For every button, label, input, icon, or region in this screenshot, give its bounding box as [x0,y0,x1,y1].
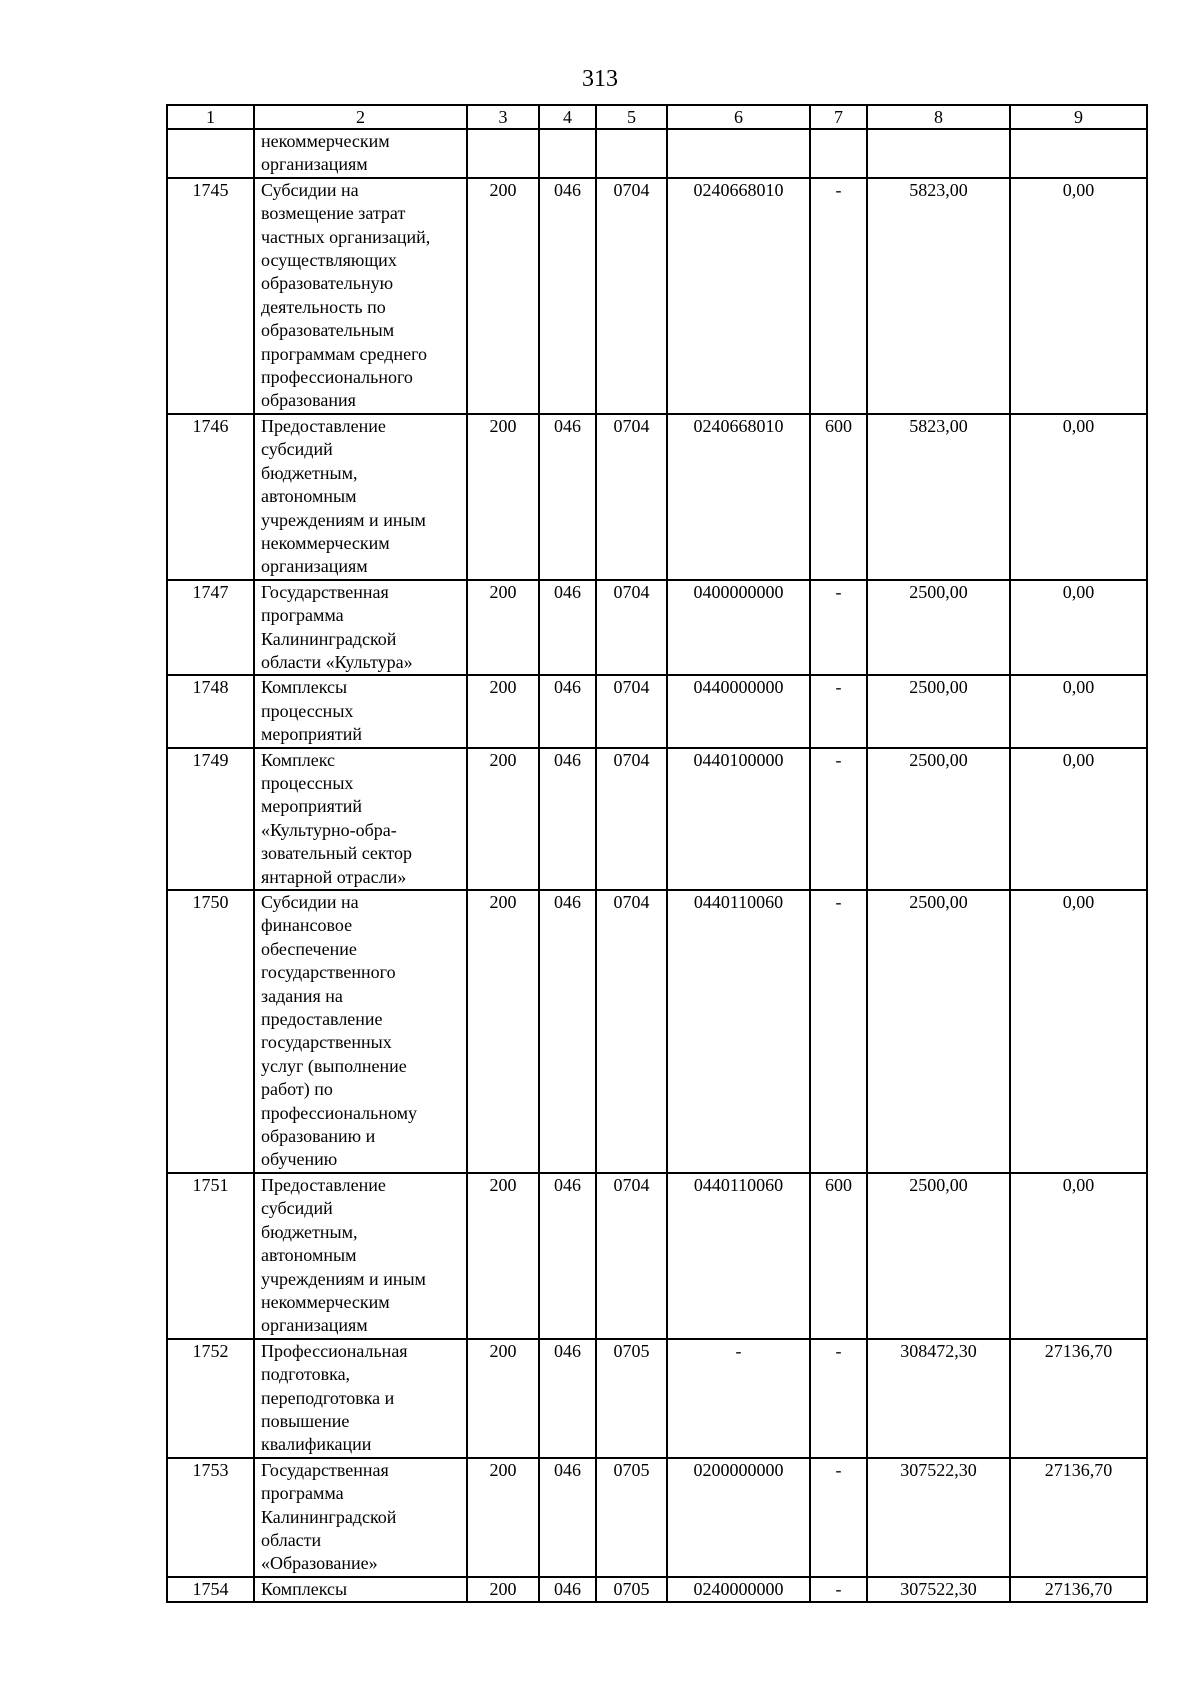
row-name-line: некоммерческим [261,1291,390,1312]
target-article-code: - [667,1339,810,1458]
table-row [167,129,1147,178]
ministry-code-2: 046 [539,414,596,580]
amount: 2500,00 [867,1173,1010,1339]
row-name-line: государственных [261,1032,392,1053]
ministry-code-2: 046 [539,675,596,747]
row-name [254,1458,467,1577]
row-name-line: организациям [261,154,368,175]
table-row [167,178,1147,414]
amount-secondary: 27136,70 [1010,1577,1147,1602]
expense-type-code [810,129,867,178]
table-row [167,1339,1147,1458]
row-name-line: процессных [261,772,354,793]
expense-type-code: - [810,580,867,676]
amount: 307522,30 [867,1458,1010,1577]
section-code: 0704 [596,1173,667,1339]
section-code [596,129,667,178]
row-name-line: повышение [261,1410,350,1431]
row-name-line: Предоставление [261,415,386,436]
section-code: 0704 [596,748,667,890]
amount: 5823,00 [867,414,1010,580]
row-name-line: «Культурно-обра- [261,819,397,840]
section-code: 0705 [596,1577,667,1602]
ministry-code: 200 [467,178,539,414]
row-name-line: зовательный сектор [261,843,413,864]
amount-secondary: 27136,70 [1010,1458,1147,1577]
target-article-code: 0440000000 [667,675,810,747]
row-name-line: Профессиональная [261,1340,408,1361]
expense-type-code: - [810,675,867,747]
amount-secondary [1010,129,1147,178]
header-row [167,105,1147,129]
target-article-code: 0200000000 [667,1458,810,1577]
ministry-code: 200 [467,675,539,747]
row-name-line: услуг (выполнение [261,1055,407,1076]
row-name-line: финансовое [261,915,353,936]
target-article-code: 0440110060 [667,890,810,1173]
ministry-code: 200 [467,1577,539,1602]
row-name-line: предоставление [261,1009,383,1030]
amount: 2500,00 [867,580,1010,676]
row-name-line: автономным [261,486,357,507]
row-name-line: некоммерческим [261,131,390,151]
row-name-line: Калининградской [261,1506,397,1527]
amount: 2500,00 [867,675,1010,747]
table-row [167,580,1147,676]
row-name-line: мероприятий [261,724,363,745]
row-name-line: бюджетным, [261,1221,358,1242]
row-name-line: субсидий [261,439,333,460]
row-name-line: Комплекс [261,749,336,770]
row-name-line: профессионального [261,367,413,388]
section-code: 0704 [596,414,667,580]
row-name-line: Субсидии на [261,892,359,912]
row-name [254,748,467,890]
expense-type-code: - [810,1577,867,1602]
row-name [254,1173,467,1339]
amount-secondary: 0,00 [1010,675,1147,747]
target-article-code: 0240000000 [667,1577,810,1602]
budget-table [166,104,1148,1603]
amount: 2500,00 [867,748,1010,890]
row-name-line: субсидий [261,1198,333,1219]
row-number: 1750 [167,890,254,1173]
row-number [167,129,254,178]
row-name-line: работ) по [261,1079,333,1100]
ministry-code: 200 [467,414,539,580]
row-name-line: Комплексы [261,1578,348,1599]
amount-secondary: 0,00 [1010,1173,1147,1339]
column-header: 7 [810,105,867,129]
row-name-line: деятельность по [261,296,386,317]
row-name-line: бюджетным, [261,462,358,483]
row-name-line: учреждениям и иным [261,509,426,530]
row-name-line: мероприятий [261,796,363,817]
row-name-line: задания на [261,985,343,1006]
row-name [254,178,467,414]
section-code: 0705 [596,1458,667,1577]
section-code: 0704 [596,580,667,676]
section-code: 0704 [596,675,667,747]
ministry-code-2: 046 [539,1339,596,1458]
column-header: 5 [596,105,667,129]
row-name-line: осуществляющих [261,250,397,271]
row-number: 1746 [167,414,254,580]
section-code: 0704 [596,178,667,414]
amount: 307522,30 [867,1577,1010,1602]
table-row [167,1173,1147,1339]
table-body [167,129,1147,1602]
row-number: 1748 [167,675,254,747]
row-name-line: организациям [261,556,368,577]
expense-type-code: - [810,890,867,1173]
amount-secondary: 0,00 [1010,414,1147,580]
ministry-code-2: 046 [539,1458,596,1577]
ministry-code-2: 046 [539,748,596,890]
expense-type-code: - [810,178,867,414]
ministry-code-2: 046 [539,580,596,676]
ministry-code: 200 [467,1173,539,1339]
amount [867,129,1010,178]
table-row [167,414,1147,580]
row-name-line: «Образование» [261,1553,378,1574]
ministry-code: 200 [467,580,539,676]
ministry-code-2: 046 [539,890,596,1173]
row-name-line: Государственная [261,581,389,602]
row-number: 1753 [167,1458,254,1577]
row-name-line: переподготовка и [261,1387,395,1408]
target-article-code: 0440100000 [667,748,810,890]
row-name [254,1339,467,1458]
amount-secondary: 0,00 [1010,748,1147,890]
row-number: 1747 [167,580,254,676]
column-header: 3 [467,105,539,129]
row-name-line: обеспечение [261,938,357,959]
expense-type-code: 600 [810,1173,867,1339]
amount-secondary: 0,00 [1010,890,1147,1173]
column-header: 1 [167,105,254,129]
column-header: 4 [539,105,596,129]
column-header: 9 [1010,105,1147,129]
target-article-code: 0440110060 [667,1173,810,1339]
row-number: 1745 [167,178,254,414]
column-header: 8 [867,105,1010,129]
row-name [254,890,467,1173]
page-number: 313 [582,66,618,92]
row-name-line: образовательную [261,273,394,294]
row-name-line: программа [261,1483,344,1504]
row-name-line: подготовка, [261,1364,351,1385]
amount: 5823,00 [867,178,1010,414]
row-name-line: организациям [261,1315,368,1336]
row-number: 1751 [167,1173,254,1339]
amount-secondary: 0,00 [1010,580,1147,676]
target-article-code: 0400000000 [667,580,810,676]
row-name-line: Субсидии на [261,179,359,200]
row-name-line: некоммерческим [261,532,390,553]
row-name-line: программа [261,605,344,626]
row-name [254,129,467,178]
row-number: 1754 [167,1577,254,1602]
expense-type-code: - [810,748,867,890]
ministry-code [467,129,539,178]
ministry-code-2 [539,129,596,178]
ministry-code-2: 046 [539,1173,596,1339]
row-name-line: янтарной отрасли» [261,866,407,887]
row-name-line: процессных [261,700,354,721]
row-name-line: образованию и [261,1126,376,1147]
row-name-line: автономным [261,1245,357,1266]
row-name-line: Предоставление [261,1174,386,1195]
table-row [167,1458,1147,1577]
ministry-code-2: 046 [539,1577,596,1602]
expense-type-code: 600 [810,414,867,580]
row-name-line: образования [261,390,356,411]
expense-type-code: - [810,1339,867,1458]
row-name-line: государственного [261,962,396,983]
row-name-line: квалификации [261,1434,372,1455]
row-name-line: области «Культура» [261,651,413,672]
expense-type-code: - [810,1458,867,1577]
amount-secondary: 27136,70 [1010,1339,1147,1458]
row-name-line: обучению [261,1149,338,1170]
row-name-line: возмещение затрат [261,203,406,224]
ministry-code: 200 [467,890,539,1173]
row-number: 1752 [167,1339,254,1458]
row-name-line: Комплексы [261,677,348,698]
ministry-code: 200 [467,1458,539,1577]
target-article-code: 0240668010 [667,178,810,414]
row-name [254,580,467,676]
row-name-line: программам среднего [261,343,427,364]
ministry-code-2: 046 [539,178,596,414]
row-name [254,414,467,580]
table-row [167,890,1147,1173]
column-header: 2 [254,105,467,129]
column-header: 6 [667,105,810,129]
row-name-line: частных организаций, [261,226,431,247]
amount: 2500,00 [867,890,1010,1173]
table-row [167,748,1147,890]
row-name-line: учреждениям и иным [261,1268,426,1289]
section-code: 0704 [596,890,667,1173]
row-name-line: области [261,1529,322,1550]
table-row [167,675,1147,747]
row-name-line: Государственная [261,1459,389,1480]
row-name [254,675,467,747]
ministry-code: 200 [467,748,539,890]
row-name-line: профессиональному [261,1102,417,1123]
table-row [167,1577,1147,1602]
amount: 308472,30 [867,1339,1010,1458]
target-article-code [667,129,810,178]
row-number: 1749 [167,748,254,890]
row-name [254,1577,467,1602]
amount-secondary: 0,00 [1010,178,1147,414]
row-name-line: Калининградской [261,628,397,649]
target-article-code: 0240668010 [667,414,810,580]
ministry-code: 200 [467,1339,539,1458]
row-name-line: образовательным [261,320,395,341]
section-code: 0705 [596,1339,667,1458]
